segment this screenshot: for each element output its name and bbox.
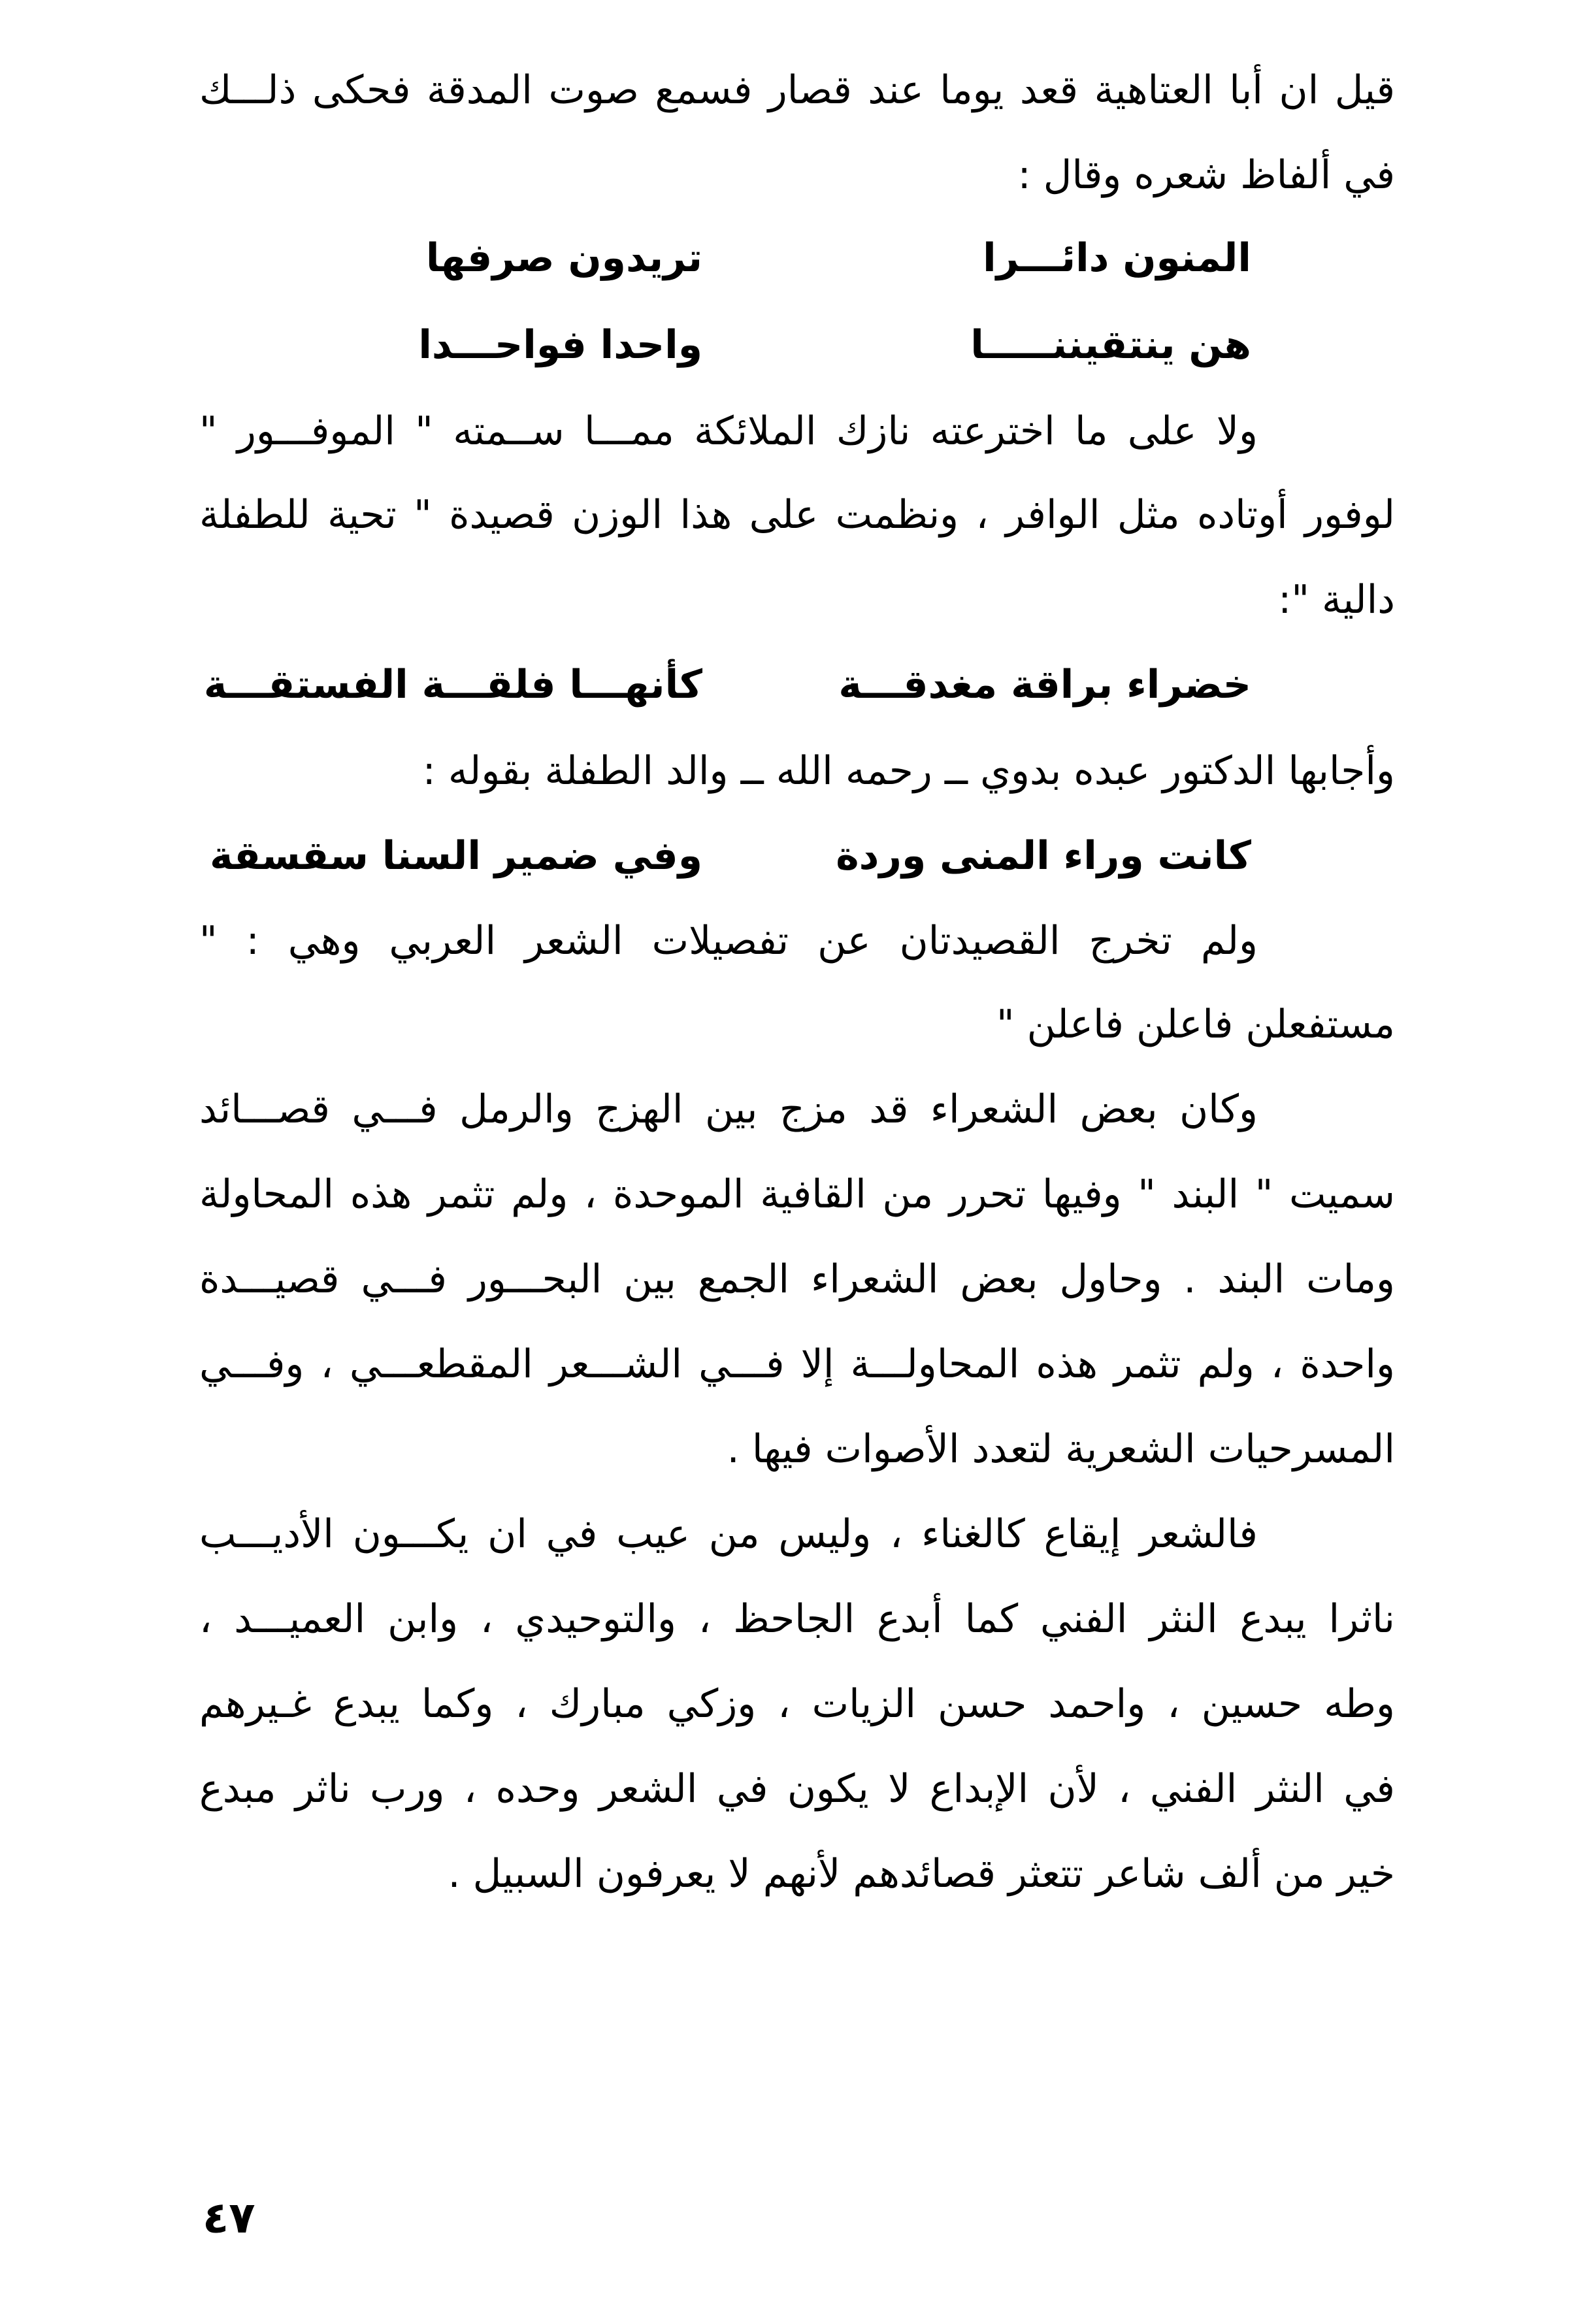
text-line: ولم تخرج القصيدتان عن تفصيلات الشعر العربي وهي : " bbox=[199, 918, 1258, 964]
text-line: دالية ": bbox=[1278, 577, 1395, 623]
verse-second-hemistich: تريدون صرفها bbox=[425, 235, 702, 281]
page-number: ٤٧ bbox=[203, 2193, 255, 2243]
text-line: قيل ان أبا العتاهية قعد يوما عند قصار فسمع صوت المدقة فحكى ذلـــك bbox=[199, 67, 1395, 113]
text-line: وطه حسين ، واحمد حسن الزيات ، وزكي مبارك ، وكما يبدع غـيرهم bbox=[199, 1681, 1395, 1727]
verse-second-hemistich: وفي ضمير السنا سقسقة bbox=[210, 833, 702, 879]
text-line: خير من ألف شاعر تتعثر قصائدهم لأنهم لا يعرفون السبيل . bbox=[448, 1851, 1395, 1897]
text-line: ومات البند . وحاول بعض الشعراء الجمع بين البحـــور فـــي قصيـــدة bbox=[199, 1256, 1395, 1302]
text-line: مستفعلن فاعلن فاعلن " bbox=[996, 1002, 1395, 1047]
text-line: ولا على ما اخترعته نازك الملائكة ممـــا ســمته " الموفـــور " bbox=[199, 408, 1258, 454]
text-line: المسرحيات الشعرية لتعدد الأصوات فيها . bbox=[727, 1426, 1395, 1472]
text-line: وأجابها الدكتور عبده بدوي ــ رحمه الله ــ والد الطفلة بقوله : bbox=[422, 748, 1395, 794]
verse-first-hemistich: خضراء براقة مغدقـــة bbox=[838, 662, 1251, 708]
text-line: وكان بعض الشعراء قد مزج بين الهزج والرمل فـــي قصـــائد bbox=[199, 1087, 1258, 1132]
text-line: في النثر الفني ، لأن الإبداع لا يكون في الشعر وحده ، ورب ناثر مبدع bbox=[199, 1766, 1395, 1812]
text-line: ناثرا يبدع النثر الفني كما أبدع الجاحظ ، والتوحيدي ، وابن العميـــد ، bbox=[199, 1596, 1395, 1642]
text-line: سميت " البند " وفيها تحرر من القافية الموحدة ، ولم تثمر هذه المحاولة bbox=[199, 1171, 1395, 1217]
verse-first-hemistich: المنون دائـــرا bbox=[983, 235, 1251, 281]
text-line: في ألفاظ شعره وقال : bbox=[1017, 152, 1395, 198]
verse-first-hemistich: كانت وراء المنى وردة bbox=[836, 833, 1251, 879]
verse-first-hemistich: هن ينتقيننـــــا bbox=[970, 322, 1251, 368]
text-line: واحدة ، ولم تثمر هذه المحاولـــة إلا فـــي الشـــعر المقطعـــي ، وفـــي bbox=[199, 1341, 1395, 1387]
verse-second-hemistich: كأنهـــا فلقـــة الفستقـــة bbox=[203, 662, 702, 708]
verse-second-hemistich: واحدا فواحـــدا bbox=[418, 322, 702, 368]
text-line: لوفور أوتاده مثل الوافر ، ونظمت على هذا الوزن قصيدة " تحية للطفلة bbox=[199, 492, 1395, 538]
text-line: فالشعر إيقاع كالغناء ، وليس من عيب في ان يكـــون الأديـــب bbox=[199, 1511, 1258, 1557]
